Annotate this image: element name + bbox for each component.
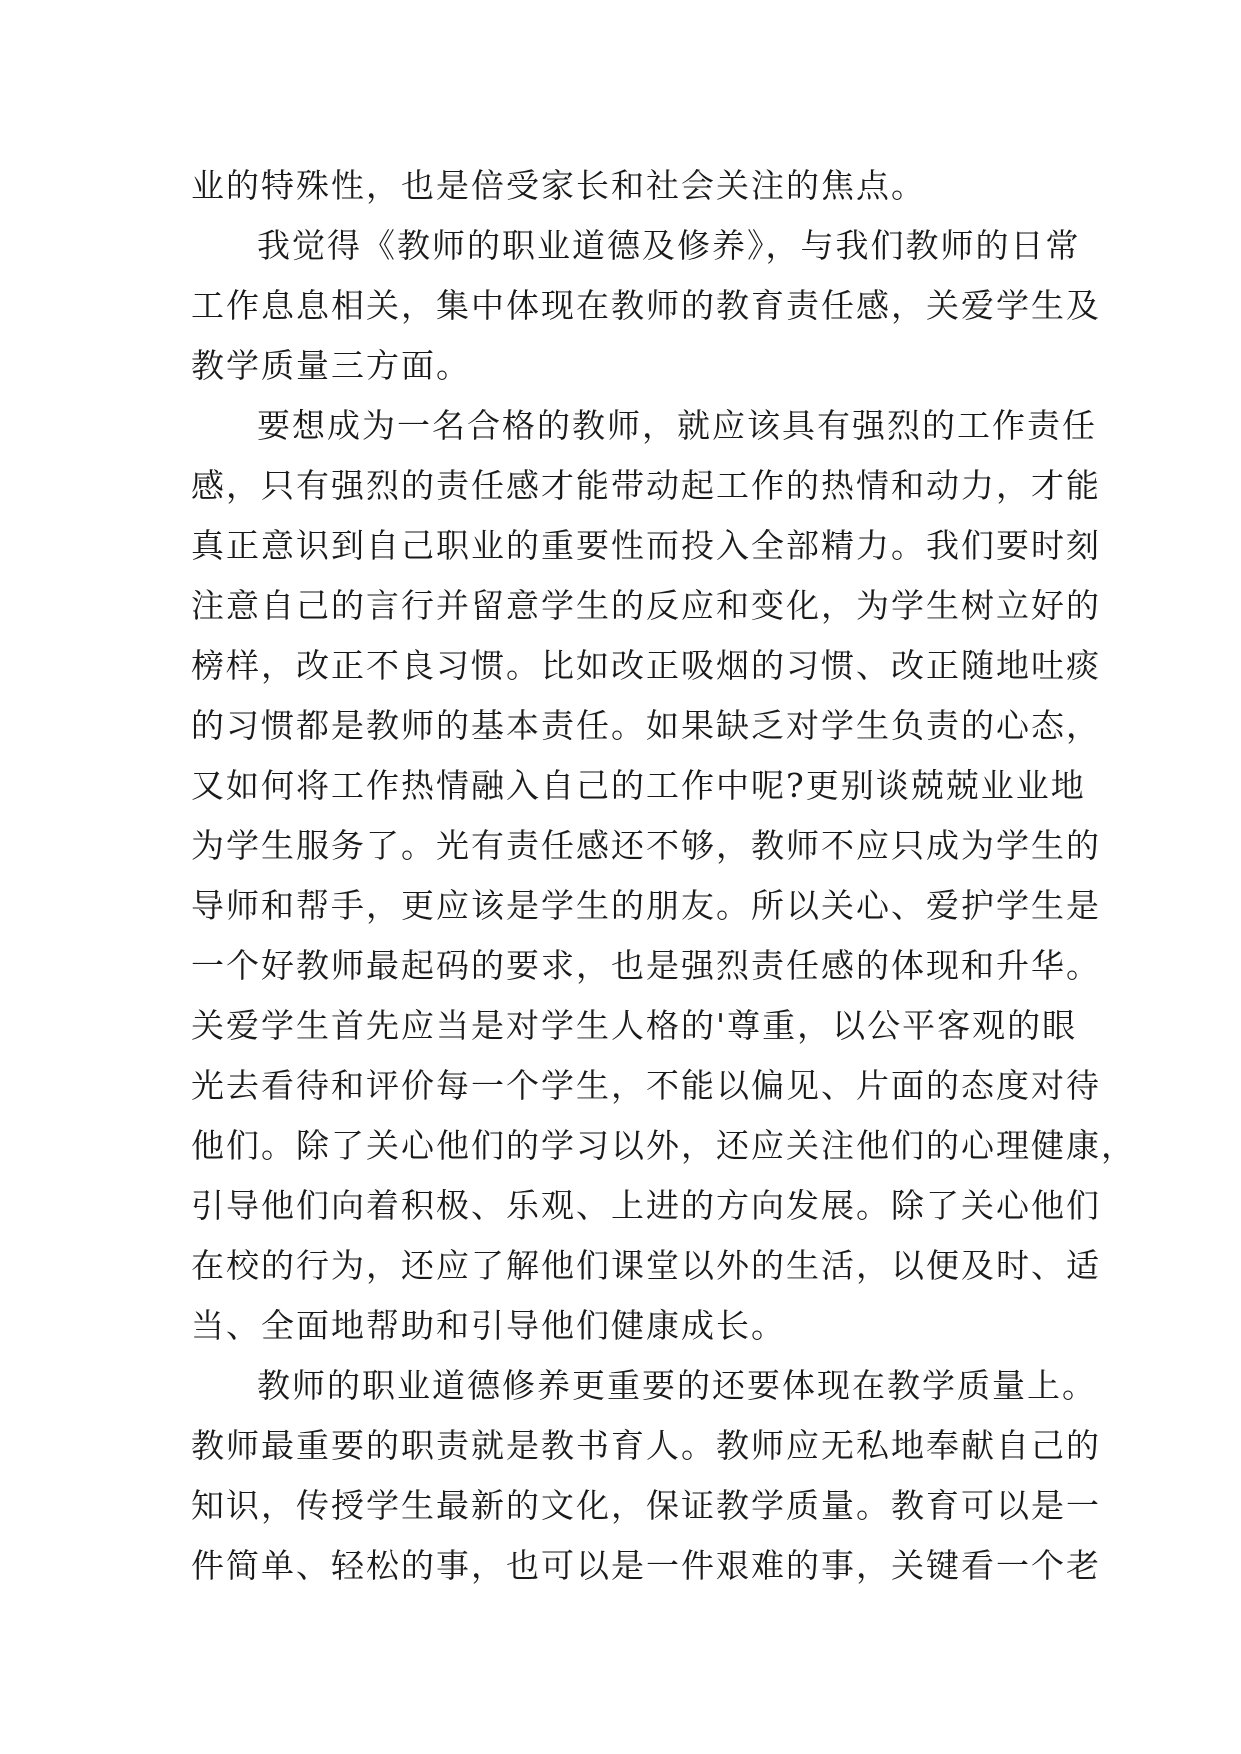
- text-line: 知识，传授学生最新的文化，保证教学质量。教育可以是一: [191, 1486, 1101, 1525]
- text-line: 引导他们向着积极、乐观、上进的方向发展。除了关心他们: [191, 1186, 1101, 1225]
- text-line: 教师最重要的职责就是教书育人。教师应无私地奉献自己的: [191, 1426, 1101, 1465]
- paragraph-start-line: 我觉得《教师的职业道德及修养》，与我们教师的日常: [257, 226, 1081, 265]
- paragraph-start-line: 要想成为一名合格的教师，就应该具有强烈的工作责任: [257, 406, 1097, 445]
- text-line: 的习惯都是教师的基本责任。如果缺乏对学生负责的心态，: [191, 706, 1101, 745]
- text-line: 件简单、轻松的事，也可以是一件艰难的事，关键看一个老: [191, 1546, 1101, 1585]
- text-line: 在校的行为，还应了解他们课堂以外的生活，以便及时、适: [191, 1246, 1101, 1285]
- text-line: 教学质量三方面。: [191, 346, 471, 385]
- text-line: 榜样，改正不良习惯。比如改正吸烟的习惯、改正随地吐痰: [191, 646, 1101, 685]
- text-line: 关爱学生首先应当是对学生人格的'尊重，以公平客观的眼: [191, 1006, 1078, 1045]
- text-line: 工作息息相关，集中体现在教师的教育责任感，关爱学生及: [191, 286, 1101, 325]
- text-line: 感，只有强烈的责任感才能带动起工作的热情和动力，才能: [191, 466, 1101, 505]
- text-line: 导师和帮手，更应该是学生的朋友。所以关心、爱护学生是: [191, 886, 1101, 925]
- text-line: 又如何将工作热情融入自己的工作中呢?更别谈兢兢业业地: [191, 766, 1086, 805]
- text-line: 为学生服务了。光有责任感还不够，教师不应只成为学生的: [191, 826, 1101, 865]
- text-line: 注意自己的言行并留意学生的反应和变化，为学生树立好的: [191, 586, 1101, 625]
- text-line: 真正意识到自己职业的重要性而投入全部精力。我们要时刻: [191, 526, 1101, 565]
- paragraph-start-line: 教师的职业道德修养更重要的还要体现在教学质量上。: [257, 1366, 1097, 1405]
- text-line: 一个好教师最起码的要求，也是强烈责任感的体现和升华。: [191, 946, 1101, 985]
- text-line: 他们。除了关心他们的学习以外，还应关注他们的心理健康，: [191, 1126, 1136, 1165]
- text-line: 光去看待和评价每一个学生，不能以偏见、片面的态度对待: [191, 1066, 1101, 1105]
- body-text: [191, 156, 1136, 1596]
- text-line: 当、全面地帮助和引导他们健康成长。: [191, 1306, 786, 1345]
- text-line: 业的特殊性，也是倍受家长和社会关注的焦点。: [191, 166, 926, 205]
